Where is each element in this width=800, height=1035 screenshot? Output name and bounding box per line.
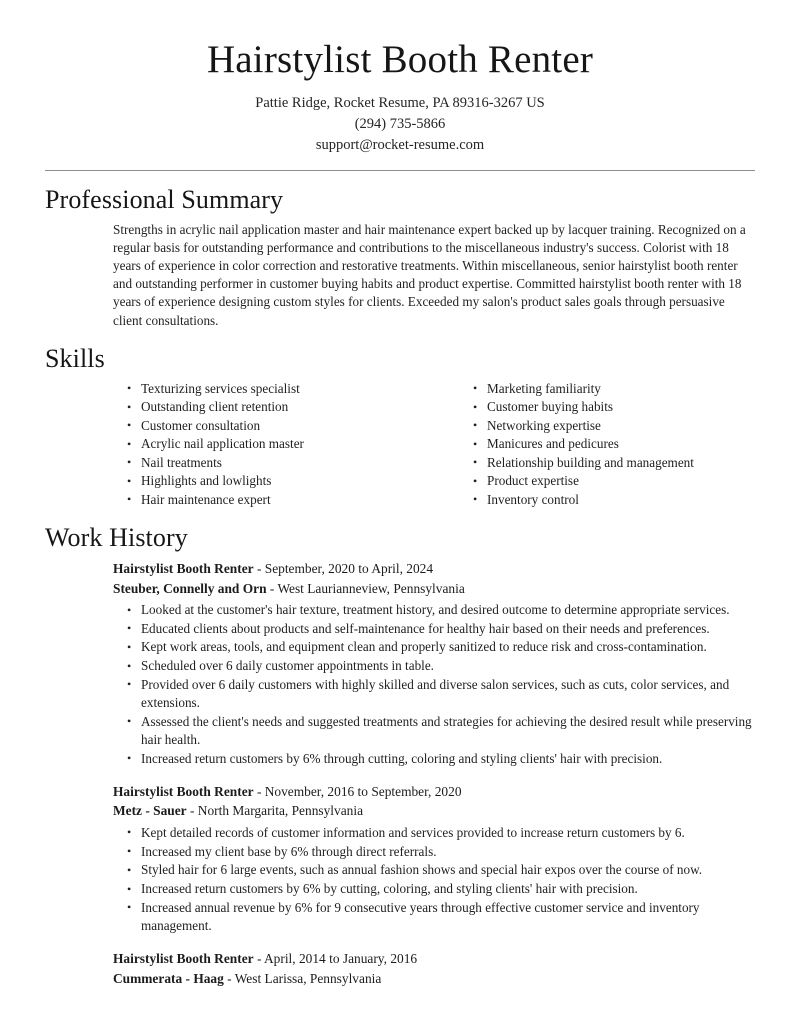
work-history-entry [45, 559, 755, 768]
job-title: Hairstylist Booth Renter [113, 951, 254, 967]
job-dates: - September, 2020 to April, 2024 [253, 561, 434, 577]
section-title-work-history: Work History [45, 523, 188, 553]
section-title-skills: Skills [45, 343, 105, 373]
skill-item: • Networking expertise [473, 417, 755, 435]
skill-item: • Inventory control [473, 491, 755, 509]
job-bullet: • Scheduled over 6 daily customer appointments in table. [127, 657, 755, 675]
contact-email: support@rocket-resume.com [315, 136, 485, 153]
summary-text: Strengths in acrylic nail application master and hair maintenance expert backed up by lacquer training. Recognized on a regular basis for outstanding performance and contributions to the miscellaneous industry's success. Colorist with 18 years of experience in color correction and restorative treatments. Within miscellaneous, senior hairstylist booth renter and outstanding performer in customer buying habits and product expertise. Committed hairstylist booth renter with 18 years of experience designing custom styles for clients. Exceeded my salon's product sales goals through persuasive client consultations. [113, 221, 746, 328]
job-location: - North Margarita, Pennsylvania [186, 803, 364, 819]
job-bullet-list [113, 824, 755, 935]
summary-body [45, 221, 755, 330]
section-work-history [45, 523, 755, 988]
skills-columns [45, 380, 755, 510]
skill-item: • Hair maintenance expert [127, 491, 434, 509]
skills-column-right [434, 380, 755, 510]
job-company: Metz - Sauer [113, 803, 187, 819]
job-title: Hairstylist Booth Renter [113, 783, 254, 799]
page-title: Hairstylist Booth Renter [206, 38, 594, 81]
job-bullet: • Increased my client base by 6% through direct referrals. [127, 843, 755, 861]
skills-list-right [459, 380, 755, 509]
job-location: - West Laurianneview, Pennsylvania [266, 580, 465, 596]
job-title: Hairstylist Booth Renter [113, 561, 254, 577]
skill-item: • Relationship building and management [473, 454, 755, 472]
job-bullet: • Increased annual revenue by 6% for 9 consecutive years through effective customer service and inventory management. [127, 899, 755, 935]
job-bullet: • Kept detailed records of customer information and services provided to increase return customers by 6. [127, 824, 755, 842]
job-bullet-list [113, 601, 755, 768]
skills-list-left [113, 380, 434, 509]
skill-item: • Outstanding client retention [127, 398, 434, 416]
job-bullet: • Looked at the customer's hair texture, treatment history, and desired outcome to determine appropriate services. [127, 601, 755, 619]
skill-item: • Nail treatments [127, 454, 434, 472]
job-bullet: • Increased return customers by 6% by cutting, coloring, and styling clients' hair with precision. [127, 880, 755, 898]
job-title-line [113, 559, 755, 579]
skill-item: • Manicures and pedicures [473, 435, 755, 453]
skill-item: • Texturizing services specialist [127, 380, 434, 398]
header-divider [45, 170, 755, 171]
job-bullet: • Increased return customers by 6% through cutting, coloring and styling clients' hair with precision. [127, 750, 755, 768]
job-title-line [113, 782, 755, 802]
job-bullet: • Kept work areas, tools, and equipment clean and properly sanitized to reduce risk and cross-contamination. [127, 638, 755, 656]
section-title-summary: Professional Summary [45, 184, 284, 214]
contact-address: Pattie Ridge, Rocket Resume, PA 89316-3267 US [255, 94, 545, 111]
job-company-line [113, 579, 755, 599]
job-company: Cummerata - Haag [113, 970, 224, 986]
job-bullet: • Assessed the client's needs and suggested treatments and strategies for achieving the desired result while preserving hair health. [127, 713, 755, 749]
skill-item: • Marketing familiarity [473, 380, 755, 398]
job-company-line [113, 969, 755, 989]
section-professional-summary [45, 185, 755, 330]
job-company-line [113, 801, 755, 821]
job-dates: - April, 2014 to January, 2016 [253, 951, 418, 967]
job-title-line [113, 949, 755, 969]
work-history-body [45, 559, 755, 988]
job-dates: - November, 2016 to September, 2020 [253, 783, 462, 799]
section-skills [45, 344, 755, 509]
job-bullet: • Educated clients about products and self-maintenance for healthy hair based on their needs and preferences. [127, 620, 755, 638]
job-bullet: • Provided over 6 daily customers with highly skilled and diverse salon services, such as cuts, color services, and extensions. [127, 676, 755, 712]
work-history-entry [45, 782, 755, 935]
skill-item: • Highlights and lowlights [127, 472, 434, 490]
contact-phone: (294) 735-5866 [354, 115, 446, 132]
work-history-entry [45, 949, 755, 988]
skill-item: • Customer consultation [127, 417, 434, 435]
skills-column-left [113, 380, 434, 510]
job-location: - West Larissa, Pennsylvania [223, 970, 382, 986]
skill-item: • Product expertise [473, 472, 755, 490]
skill-item: • Customer buying habits [473, 398, 755, 416]
contact-block [45, 93, 755, 156]
job-company: Steuber, Connelly and Orn [113, 580, 267, 596]
job-bullet: • Styled hair for 6 large events, such as annual fashion shows and special hair expos over the course of now. [127, 861, 755, 879]
skill-item: • Acrylic nail application master [127, 435, 434, 453]
